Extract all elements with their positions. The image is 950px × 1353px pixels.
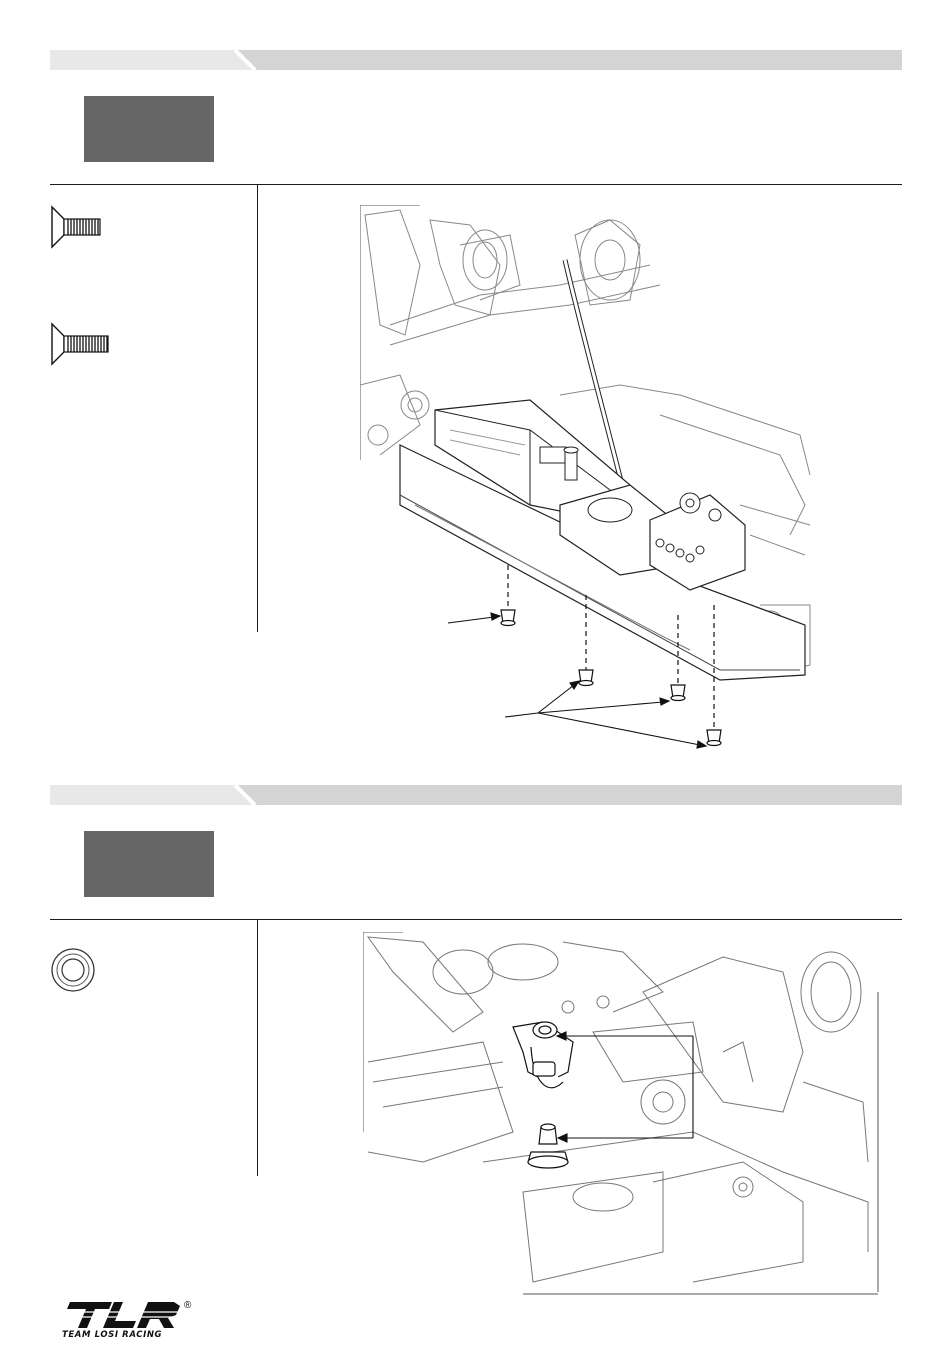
flat-head-screw-long-icon [50,322,114,371]
logo-tagline: TEAM LOSI RACING [62,1330,163,1340]
step-number-box [84,831,214,897]
chassis-electronics-mounting-illustration [360,205,820,770]
section-divider [50,919,902,920]
flat-head-screw-short-icon [50,205,106,254]
parts-column-divider [257,184,258,632]
section-divider [50,184,902,185]
tlr-logo-mark [62,1300,184,1330]
step-number-box [84,96,214,162]
section-header-band [50,785,902,805]
tlr-logo [62,1300,202,1344]
bearing-ring-icon [50,947,96,998]
registered-mark: ® [184,1300,192,1311]
parts-column-divider [257,919,258,1176]
steering-crank-assembly-illustration [363,932,881,1302]
section-header-band [50,50,902,70]
